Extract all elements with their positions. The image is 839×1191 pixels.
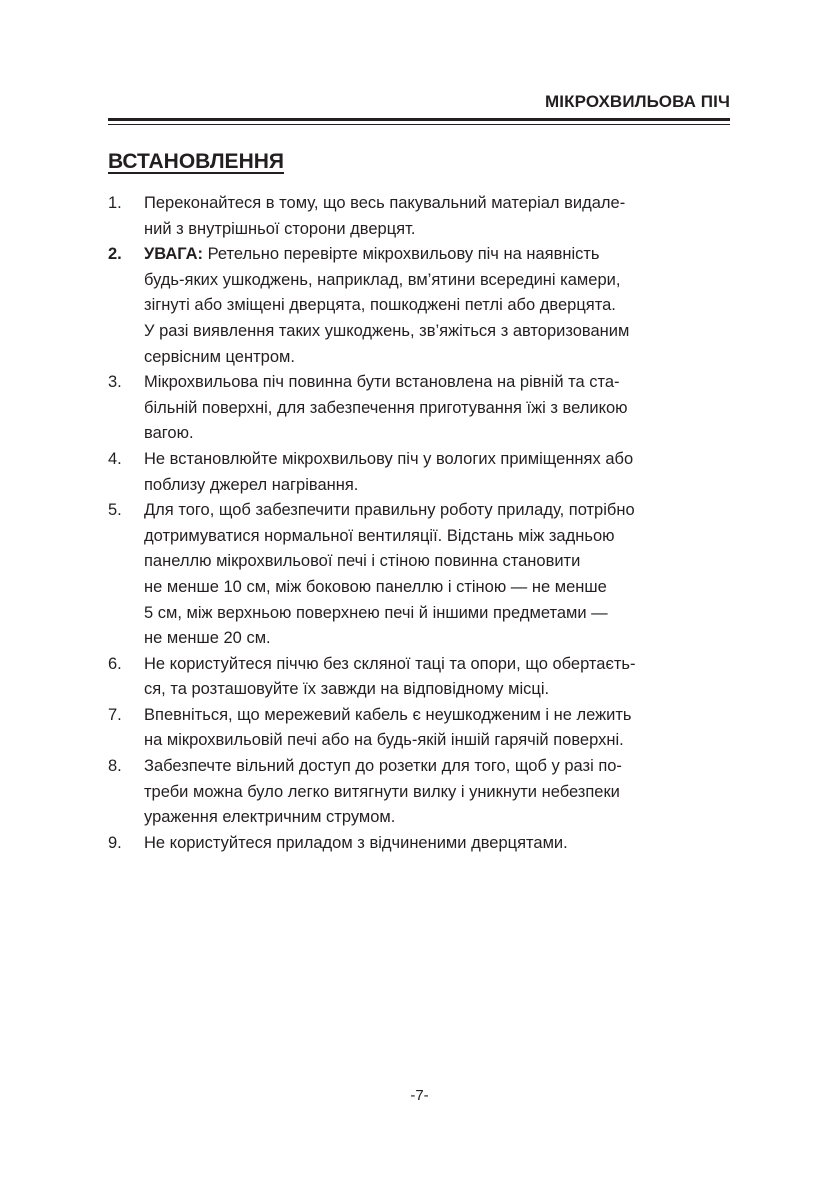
item-number: 6.: [108, 654, 122, 673]
item-text: [144, 703, 734, 754]
item-line: на мікрохвильовій печі або на будь-якій іншій гарячій поверхні.: [144, 731, 624, 750]
item-line: вагою.: [144, 424, 194, 443]
item-line: сервісним центром.: [144, 347, 295, 366]
item-line: зігнуті або зміщені дверцята, пошкоджені петлі або дверцята.: [144, 296, 616, 315]
item-line: Забезпечте вільний доступ до розетки для того, щоб у разі по-: [144, 757, 622, 776]
item-line: [144, 242, 734, 268]
item-text: [144, 447, 734, 498]
section-title: ВСТАНОВЛЕННЯ: [108, 150, 284, 173]
page-number: -7-: [410, 1087, 429, 1104]
list-item: [108, 498, 734, 652]
item-line: У разі виявлення таких ушкоджень, зв’яжіться з авторизованим: [144, 321, 630, 340]
list-item: [108, 652, 734, 703]
item-line: Переконайтеся в тому, що весь пакувальний матеріал видале-: [144, 194, 626, 212]
item-text: [144, 242, 734, 370]
item-line: Не користуйтеся піччю без скляної таці та опори, що обертаєть-: [144, 654, 636, 673]
item-line: не менше 10 см, між боковою панеллю і стіною — не менше: [144, 577, 607, 596]
item-line: поблизу джерел нагрівання.: [144, 475, 359, 494]
item-line: будь-яких ушкоджень, наприклад, вм’ятини всередині камери,: [144, 270, 621, 289]
item-number: 3.: [108, 373, 122, 392]
item-text: [144, 191, 734, 242]
list-item: [108, 754, 734, 831]
list-item: [108, 370, 734, 447]
running-header-title: МІКРОХВИЛЬОВА ПІЧ: [545, 92, 730, 111]
header-rule-thick: [108, 118, 730, 121]
item-number: 8.: [108, 757, 122, 776]
item-number: 2.: [108, 245, 122, 264]
item-number: 5.: [108, 501, 122, 520]
item-line: 5 см, між верхньою поверхнею печі й іншими предметами —: [144, 603, 608, 622]
item-number: 7.: [108, 705, 122, 724]
list-item: [108, 191, 734, 242]
list-item: [108, 831, 734, 857]
item-line: Для того, щоб забезпечити правильну роботу приладу, потрібно: [144, 501, 635, 520]
instruction-list: [108, 191, 734, 856]
item-text: [144, 831, 734, 857]
item-line: Не встановлюйте мікрохвильову піч у вологих приміщеннях або: [144, 449, 634, 468]
item-text: [144, 652, 734, 703]
item-line: треби можна було легко витягнути вилку і уникнути небезпеки: [144, 782, 620, 801]
item-line: дотримуватися нормальної вентиляції. Відстань між задньою: [144, 526, 615, 545]
header-rule-thin: [108, 124, 730, 125]
item-line: Впевніться, що мережевий кабель є неушкодженим і не лежить: [144, 705, 632, 724]
item-text: [144, 370, 734, 447]
item-number: 9.: [108, 833, 122, 852]
item-number: 1.: [108, 194, 122, 212]
list-item: [108, 447, 734, 498]
item-line: не менше 20 см.: [144, 629, 271, 648]
item-line: ся, та розташовуйте їх завжди на відповідному місці.: [144, 680, 550, 699]
list-item-warning: [108, 242, 734, 370]
item-line: Не користуйтеся приладом з відчиненими дверцятами.: [144, 833, 568, 852]
item-line: Мікрохвильова піч повинна бути встановлена на рівній та ста-: [144, 373, 620, 392]
item-line: панеллю мікрохвильової печі і стіною повинна становити: [144, 552, 581, 571]
item-number: 4.: [108, 449, 122, 468]
item-line: ний з внутрішньої сторони дверцят.: [144, 219, 416, 238]
item-line: більній поверхні, для забезпечення приготування їжі з великою: [144, 398, 628, 417]
item-line: ураження електричним струмом.: [144, 808, 396, 827]
item-text: [144, 754, 734, 831]
item-line-text: Ретельно перевірте мікрохвильову піч на наявність: [207, 245, 600, 264]
list-item: [108, 703, 734, 754]
warning-label: УВАГА:: [144, 245, 203, 264]
item-text: [144, 498, 734, 652]
